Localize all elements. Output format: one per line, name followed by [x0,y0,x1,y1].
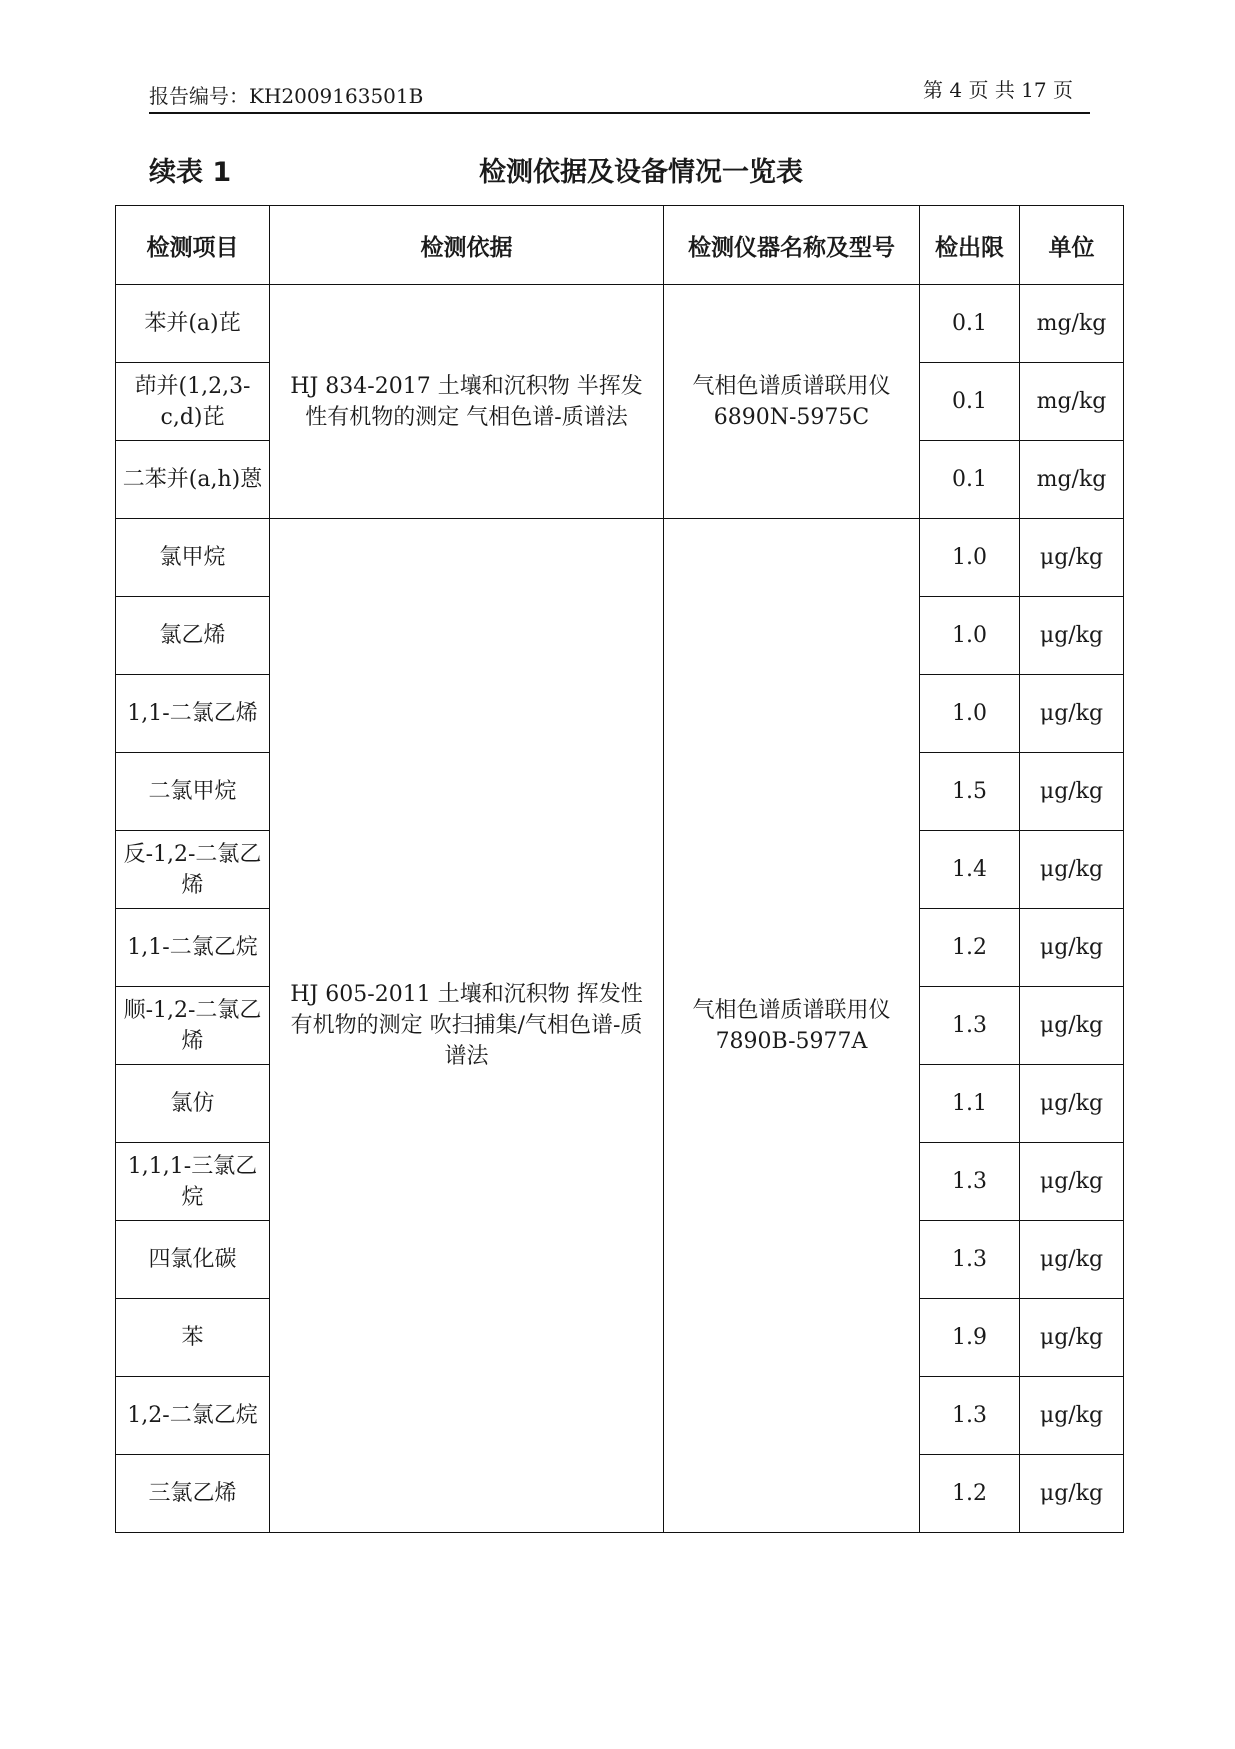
cell-unit: μg/kg [1020,1455,1124,1533]
cell-unit: μg/kg [1020,1377,1124,1455]
cell-item: 三氯乙烯 [116,1455,270,1533]
cell-unit: μg/kg [1020,831,1124,909]
cell-unit: μg/kg [1020,675,1124,753]
cell-instrument: 气相色谱质谱联用仪 7890B-5977A [664,519,920,1533]
cell-unit: μg/kg [1020,987,1124,1065]
cell-basis: HJ 605-2011 土壤和沉积物 挥发性有机物的测定 吹扫捕集/气相色谱-质谱法 [270,519,664,1533]
cell-item: 顺-1,2-二氯乙烯 [116,987,270,1065]
table-row [116,519,1124,597]
continuation-label: 续表 1 [149,157,232,188]
cell-item: 氯甲烷 [116,519,270,597]
cell-item: 1,1-二氯乙烷 [116,909,270,987]
cell-item: 茚并(1,2,3-c,d)芘 [116,363,270,441]
cell-instrument: 气相色谱质谱联用仪 6890N-5975C [664,285,920,519]
cell-limit: 1.0 [920,519,1020,597]
page-info: 第 4 页 共 17 页 [923,78,1073,102]
col-header-instrument: 检测仪器名称及型号 [664,206,920,285]
cell-item: 氯仿 [116,1065,270,1143]
cell-item: 1,1,1-三氯乙烷 [116,1143,270,1221]
cell-limit: 0.1 [920,363,1020,441]
cell-unit: μg/kg [1020,909,1124,987]
detection-table [115,205,1124,1533]
cell-limit: 1.1 [920,1065,1020,1143]
cell-unit: mg/kg [1020,363,1124,441]
cell-limit: 1.0 [920,675,1020,753]
cell-limit: 0.1 [920,441,1020,519]
cell-item: 氯乙烯 [116,597,270,675]
cell-limit: 1.3 [920,1221,1020,1299]
cell-limit: 1.9 [920,1299,1020,1377]
cell-unit: μg/kg [1020,753,1124,831]
cell-limit: 1.4 [920,831,1020,909]
cell-limit: 0.1 [920,285,1020,363]
cell-limit: 1.3 [920,987,1020,1065]
cell-limit: 1.2 [920,1455,1020,1533]
cell-basis: HJ 834-2017 土壤和沉积物 半挥发性有机物的测定 气相色谱-质谱法 [270,285,664,519]
col-header-item: 检测项目 [116,206,270,285]
cell-item: 四氯化碳 [116,1221,270,1299]
report-number: 报告编号：KH2009163501B [149,84,424,108]
cell-limit: 1.5 [920,753,1020,831]
cell-limit: 1.3 [920,1377,1020,1455]
cell-unit: μg/kg [1020,1143,1124,1221]
cell-unit: μg/kg [1020,597,1124,675]
cell-unit: μg/kg [1020,1221,1124,1299]
col-header-unit: 单位 [1020,206,1124,285]
cell-unit: μg/kg [1020,1065,1124,1143]
cell-unit: μg/kg [1020,1299,1124,1377]
cell-item: 苯并(a)芘 [116,285,270,363]
cell-item: 二氯甲烷 [116,753,270,831]
table-body [116,285,1124,1533]
cell-unit: mg/kg [1020,285,1124,363]
table-header-row [116,206,1124,285]
table-row [116,285,1124,363]
cell-limit: 1.0 [920,597,1020,675]
cell-unit: μg/kg [1020,519,1124,597]
cell-limit: 1.3 [920,1143,1020,1221]
col-header-basis: 检测依据 [270,206,664,285]
cell-unit: mg/kg [1020,441,1124,519]
cell-limit: 1.2 [920,909,1020,987]
col-header-limit: 检出限 [920,206,1020,285]
cell-item: 1,1-二氯乙烯 [116,675,270,753]
header-divider [149,112,1090,114]
cell-item: 二苯并(a,h)蒽 [116,441,270,519]
cell-item: 1,2-二氯乙烷 [116,1377,270,1455]
cell-item: 苯 [116,1299,270,1377]
table-title: 检测依据及设备情况一览表 [479,157,803,188]
cell-item: 反-1,2-二氯乙烯 [116,831,270,909]
